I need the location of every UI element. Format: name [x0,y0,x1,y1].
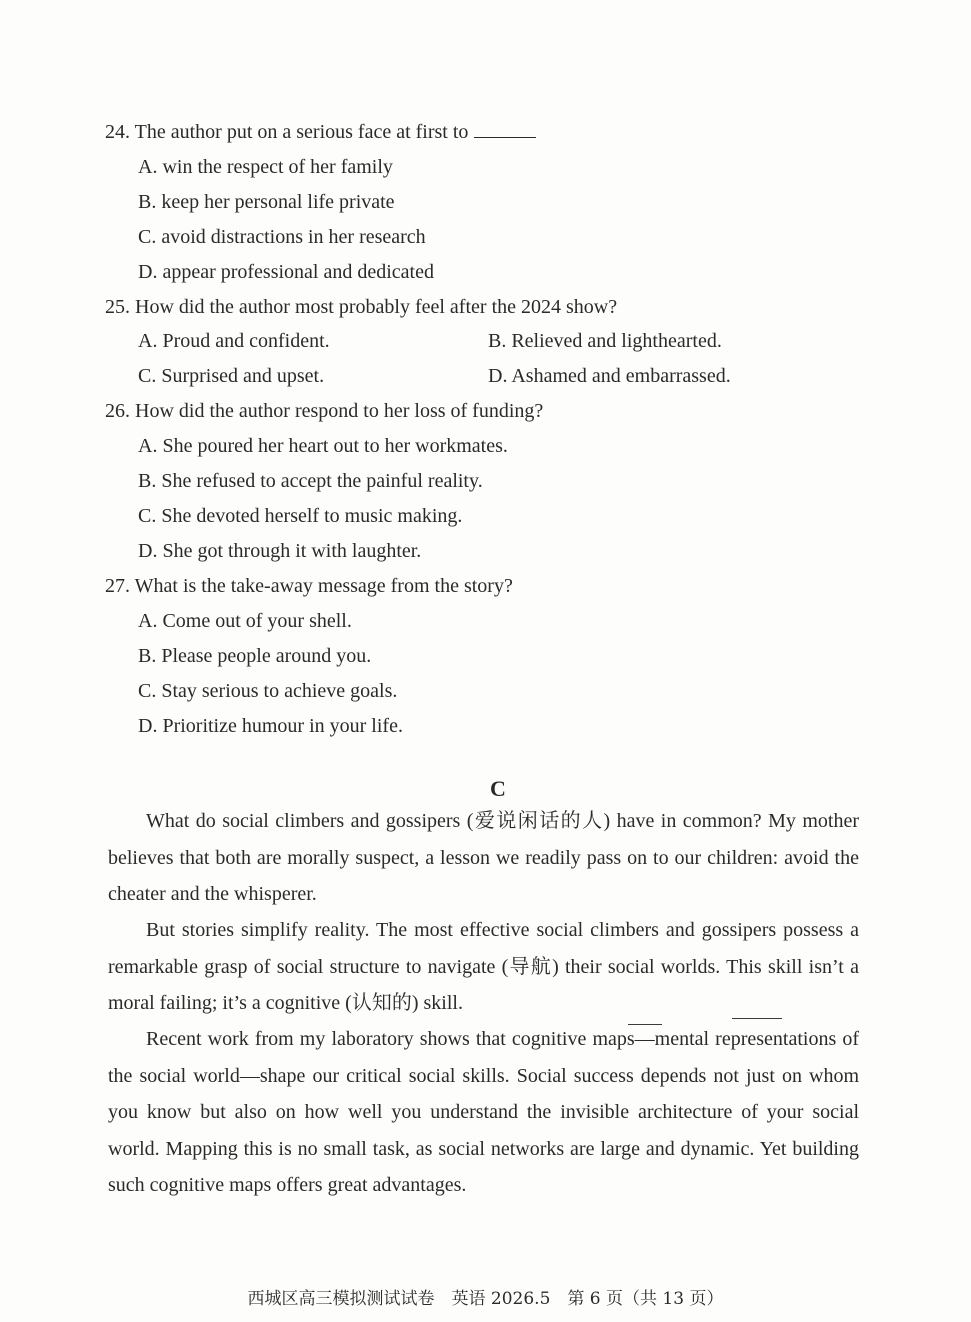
question-26-stem: 26. How did the author respond to her loss of funding? [105,400,544,422]
pen-mark [628,1024,662,1025]
answer-blank [474,123,536,138]
question-24-stem: 24. The author put on a serious face at first to [105,119,536,145]
question-27-option-a: A. Come out of your shell. [138,610,352,632]
question-26-option-b: B. She refused to accept the painful reality. [138,470,483,492]
page-footer: 西城区高三模拟测试试卷 英语 2026.5 第 6 页（共 13 页） [247,1289,724,1309]
question-25-stem: 25. How did the author most probably feel after the 2024 show? [105,296,618,318]
question-24-option-a: A. win the respect of her family [138,156,393,178]
question-27-option-c: C. Stay serious to achieve goals. [138,680,398,702]
section-heading: C [490,776,506,801]
pen-mark [732,1018,782,1019]
question-26-option-a: A. She poured her heart out to her workmates. [138,435,508,457]
question-27-option-d: D. Prioritize humour in your life. [138,715,403,737]
question-24-option-b: B. keep her personal life private [138,191,395,213]
question-26-option-c: C. She devoted herself to music making. [138,505,463,527]
question-24-option-c: C. avoid distractions in her research [138,226,426,248]
question-25-option-b: B. Relieved and lighthearted. [488,330,722,352]
passage-paragraph-3: Recent work from my laboratory shows that cognitive maps—mental representations of the social world—shape our critical social skills. Social success depends not just on whom you know but also on how well you understand the invisible architecture of your social world. Mapping this is no small task, as social networks are large and dynamic. Yet building such cognitive maps offers great advantages. [108,1028,859,1196]
question-25-option-c: C. Surprised and upset. [138,365,325,387]
question-24-option-d: D. appear professional and dedicated [138,261,434,283]
question-26-option-d: D. She got through it with laughter. [138,540,422,562]
question-25-option-d: D. Ashamed and embarrassed. [488,365,731,387]
passage-paragraph-2: But stories simplify reality. The most effective social climbers and gossipers possess a remarkable grasp of social structure to navigate (导航) their social worlds. This skill isn’t a moral failing; it’s a cognitive (认知的) skill. [108,919,859,1014]
passage-paragraph-1: What do social climbers and gossipers (爱说闲话的人) have in common? My mother believes that both are morally suspect, a lesson we readily pass on to our children: avoid the cheater and the whisperer. [108,810,859,905]
question-25-option-a: A. Proud and confident. [138,330,330,352]
question-27-stem: 27. What is the take-away message from the story? [105,575,513,597]
question-27-option-b: B. Please people around you. [138,645,372,667]
